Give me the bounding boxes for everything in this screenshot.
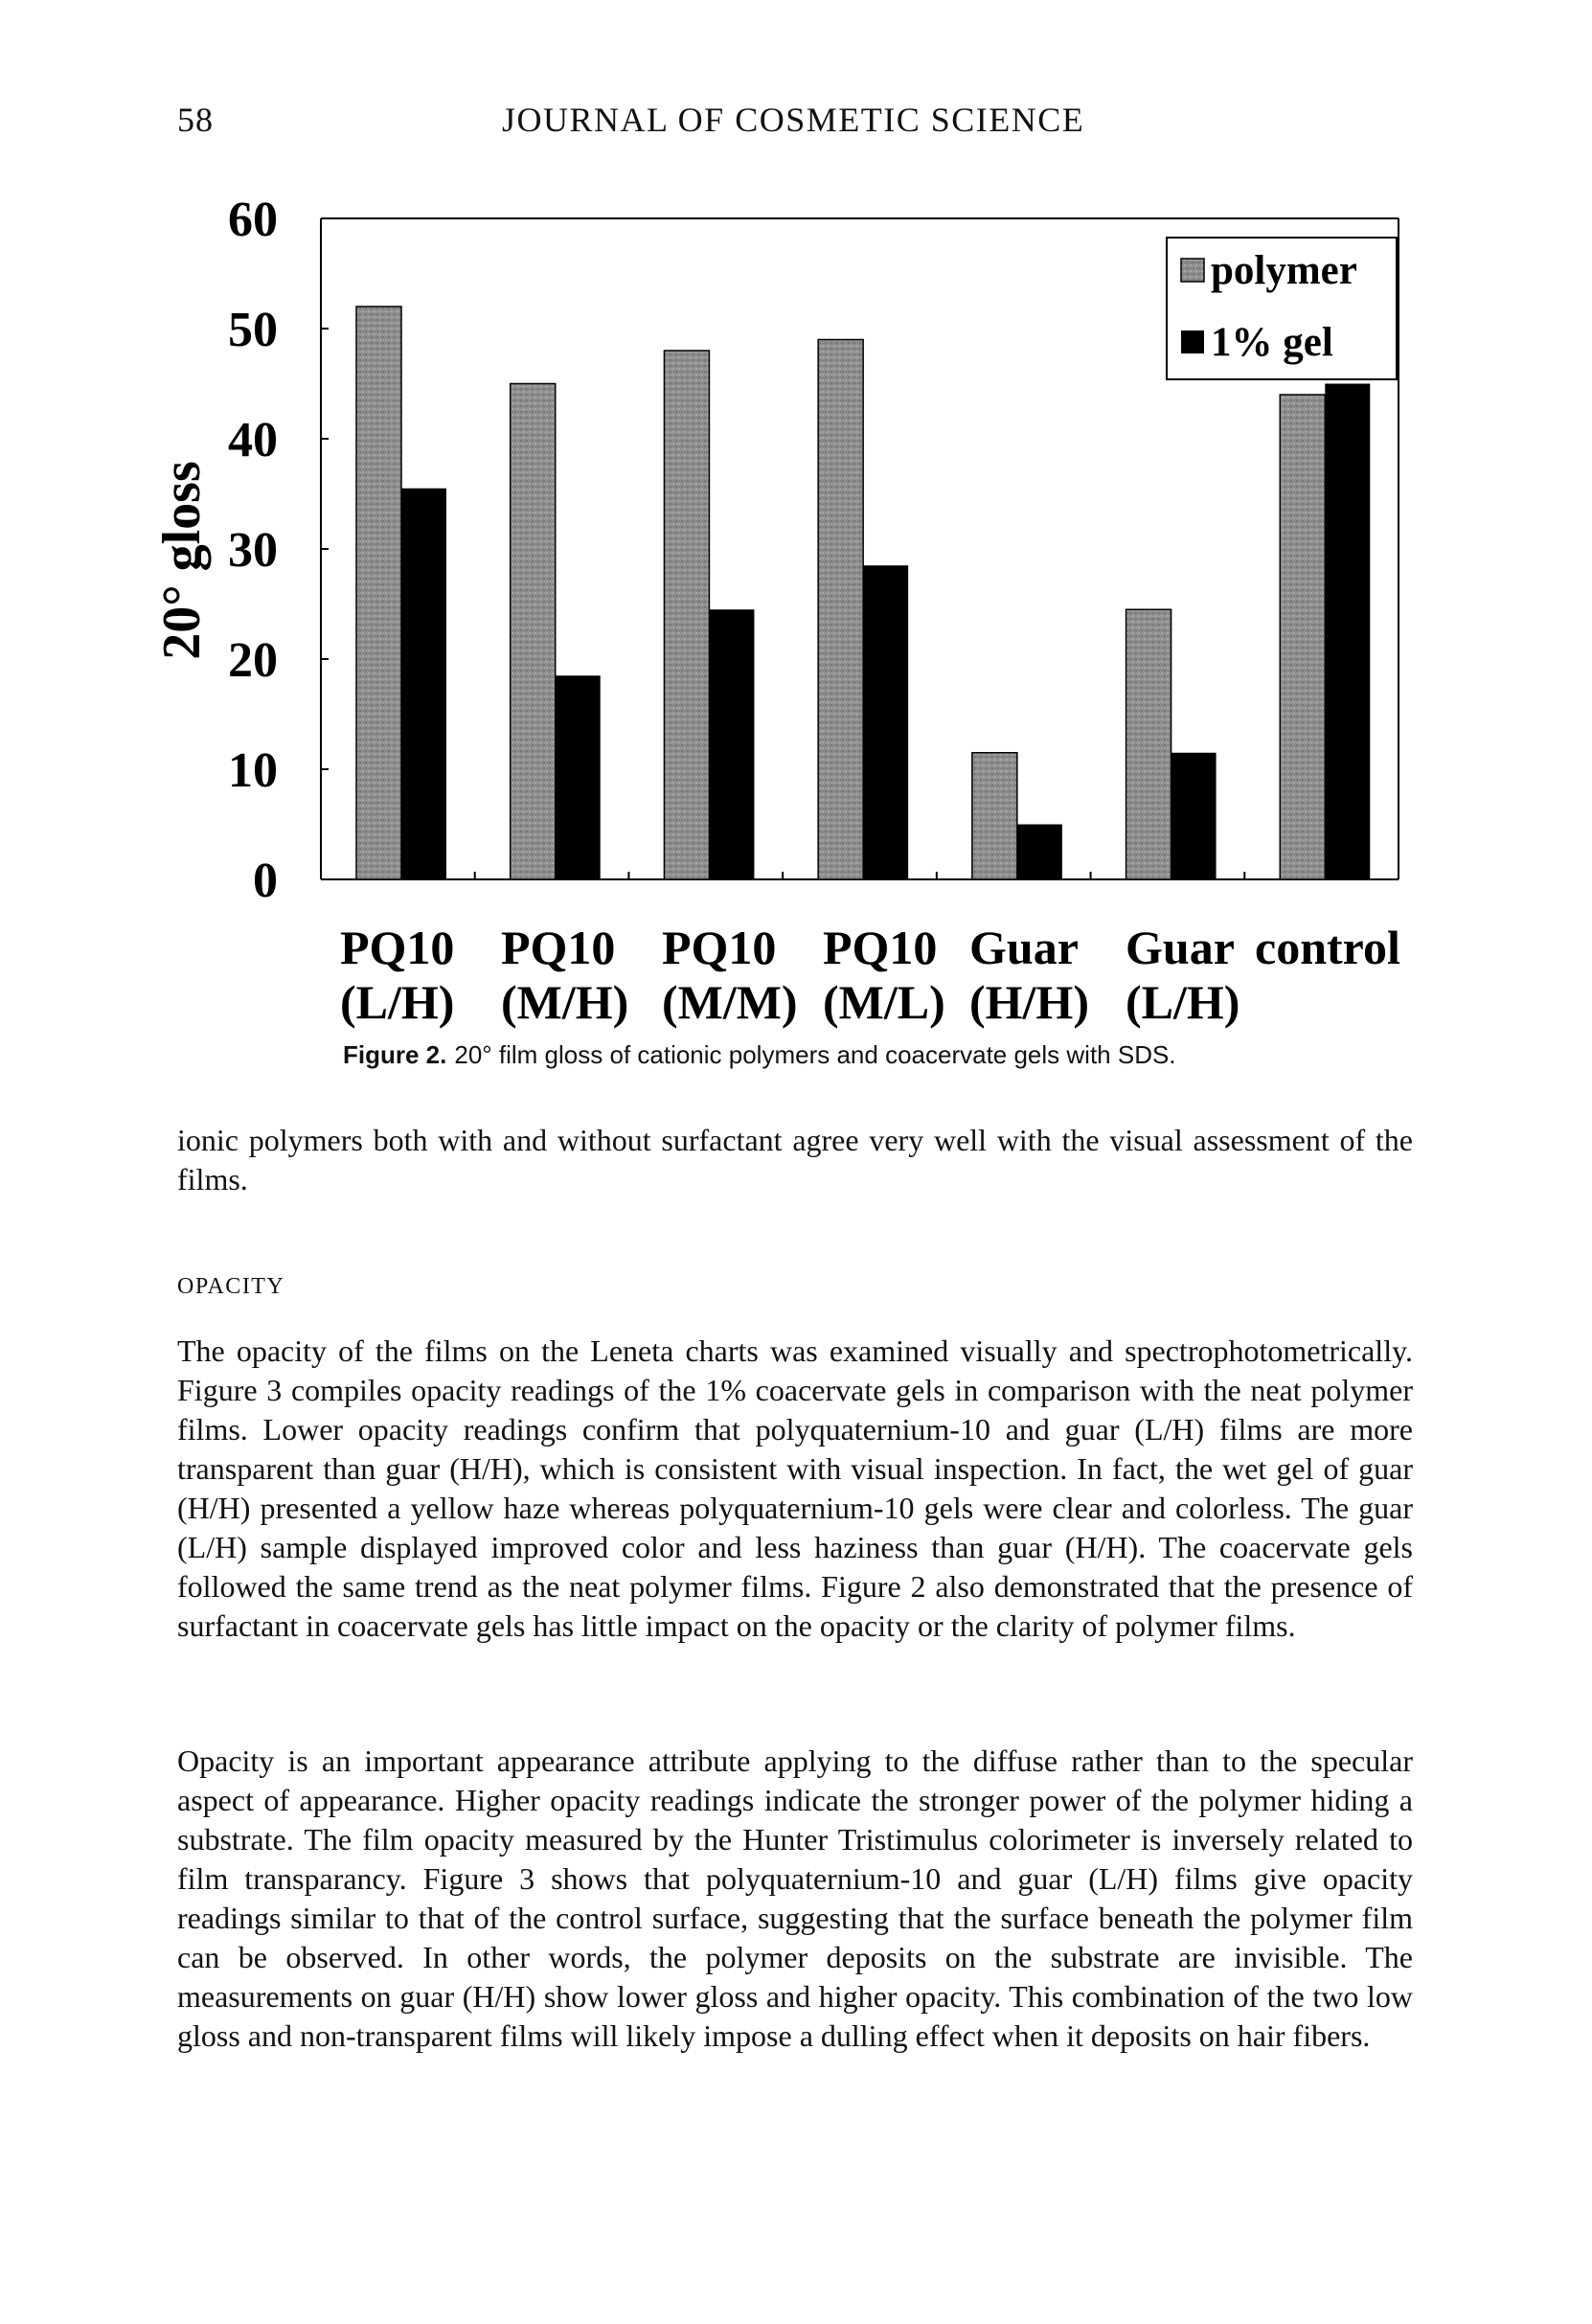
bar-gel bbox=[401, 489, 446, 879]
figure-caption bbox=[343, 1040, 1492, 1070]
legend-swatch-gel bbox=[1181, 330, 1204, 353]
bar-gel bbox=[1171, 753, 1217, 879]
bars-group bbox=[356, 307, 1370, 879]
x-category-label-line2: (H/H) bbox=[969, 975, 1089, 1029]
bar-gel bbox=[863, 565, 908, 879]
x-category-label-line1: PQ10 bbox=[823, 921, 938, 974]
legend-label-gel: 1% gel bbox=[1211, 320, 1333, 365]
bar-gel bbox=[556, 675, 601, 879]
x-category-label-line1: PQ10 bbox=[340, 921, 455, 974]
bar-gel bbox=[1325, 384, 1370, 880]
journal-title: JOURNAL OF COSMETIC SCIENCE bbox=[502, 101, 1085, 139]
bar-polymer bbox=[972, 753, 1017, 879]
bar-polymer bbox=[1280, 395, 1325, 879]
y-tick-label: 40 bbox=[228, 413, 278, 467]
paragraph-3: Opacity is an important appearance attribute applying to the diffuse rather than to the specular aspect of appearance. Higher opacity readings indicate the stronger power of the polymer hiding a substrate. The film opacity measured by the Hunter Tristimulus colorimeter is inversely related to film transparancy. Figure 3 shows that polyquaternium-10 and guar (L/H) films give opacity readings similar to that of the control surface, suggesting that the surface beneath the polymer film can be observed. In other words, the polymer deposits on the substrate are invisible. The measurements on guar (H/H) show lower gloss and higher opacity. This combination of the two low gloss and non-transparent films will likely impose a dulling effect when it deposits on hair fibers. bbox=[177, 1743, 1413, 2053]
y-tick-label: 0 bbox=[253, 854, 278, 908]
x-category-label-line1: PQ10 bbox=[501, 921, 616, 974]
bar-polymer bbox=[818, 340, 863, 880]
x-category-label-line1: control bbox=[1255, 921, 1400, 974]
y-tick-label: 20 bbox=[228, 633, 278, 688]
bar-gel bbox=[709, 609, 754, 879]
section-heading-opacity: OPACITY bbox=[177, 1274, 285, 1299]
x-category-label-line1: Guar bbox=[969, 921, 1079, 974]
x-category-label-line1: PQ10 bbox=[662, 921, 777, 974]
bar-polymer bbox=[356, 307, 401, 879]
x-axis-labels bbox=[340, 921, 1400, 1029]
y-axis-ticks bbox=[228, 193, 329, 908]
x-category-label-line2: (M/H) bbox=[501, 975, 629, 1029]
x-category-label-line1: Guar bbox=[1126, 921, 1235, 974]
x-category-label-line2: (M/L) bbox=[823, 975, 945, 1029]
x-category-label-line2: (L/H) bbox=[1126, 975, 1240, 1029]
y-tick-label: 50 bbox=[228, 303, 278, 357]
x-category-label-line2: (L/H) bbox=[340, 975, 455, 1029]
y-tick-label: 10 bbox=[228, 743, 278, 798]
legend-label-polymer: polymer bbox=[1211, 248, 1357, 293]
legend-swatch-polymer bbox=[1181, 259, 1204, 282]
x-category-label-line2: (M/M) bbox=[662, 975, 798, 1029]
paragraph-1: ionic polymers both with and without surfactant agree very well with the visual assessment of the films. bbox=[177, 1123, 1413, 1196]
page-number: 58 bbox=[177, 101, 214, 139]
figure-caption-text: 20° film gloss of cationic polymers and coacervate gels with SDS. bbox=[454, 1040, 1176, 1069]
bar-gel bbox=[1017, 825, 1062, 880]
bar-polymer bbox=[664, 351, 709, 879]
figure-2-bar-chart bbox=[0, 0, 1592, 1130]
bar-polymer bbox=[511, 384, 556, 880]
legend bbox=[1167, 238, 1397, 379]
y-tick-label: 30 bbox=[228, 523, 278, 578]
figure-label: Figure 2. bbox=[343, 1040, 447, 1069]
y-tick-label: 60 bbox=[228, 193, 278, 247]
bar-polymer bbox=[1126, 609, 1171, 879]
paragraph-2: The opacity of the films on the Leneta charts was examined visually and spectrophotometrically. Figure 3 compiles opacity readings of the 1% coacervate gels in comparison with the neat polymer films. Lower opacity readings confirm that polyquaternium-10 and guar (L/H) films are more transparent than guar (H/H), which is consistent with visual inspection. In fact, the wet gel of guar (H/H) presented a yellow haze whereas polyquaternium-10 gels were clear and colorless. The guar (L/H) sample displayed improved color and less haziness than guar (H/H). The coacervate gels followed the same trend as the neat polymer films. Figure 2 also demonstrated that the presence of surfactant in coacervate gels has little impact on the opacity or the clarity of polymer films. bbox=[177, 1333, 1413, 1643]
y-axis-label: 20° gloss bbox=[152, 461, 212, 660]
